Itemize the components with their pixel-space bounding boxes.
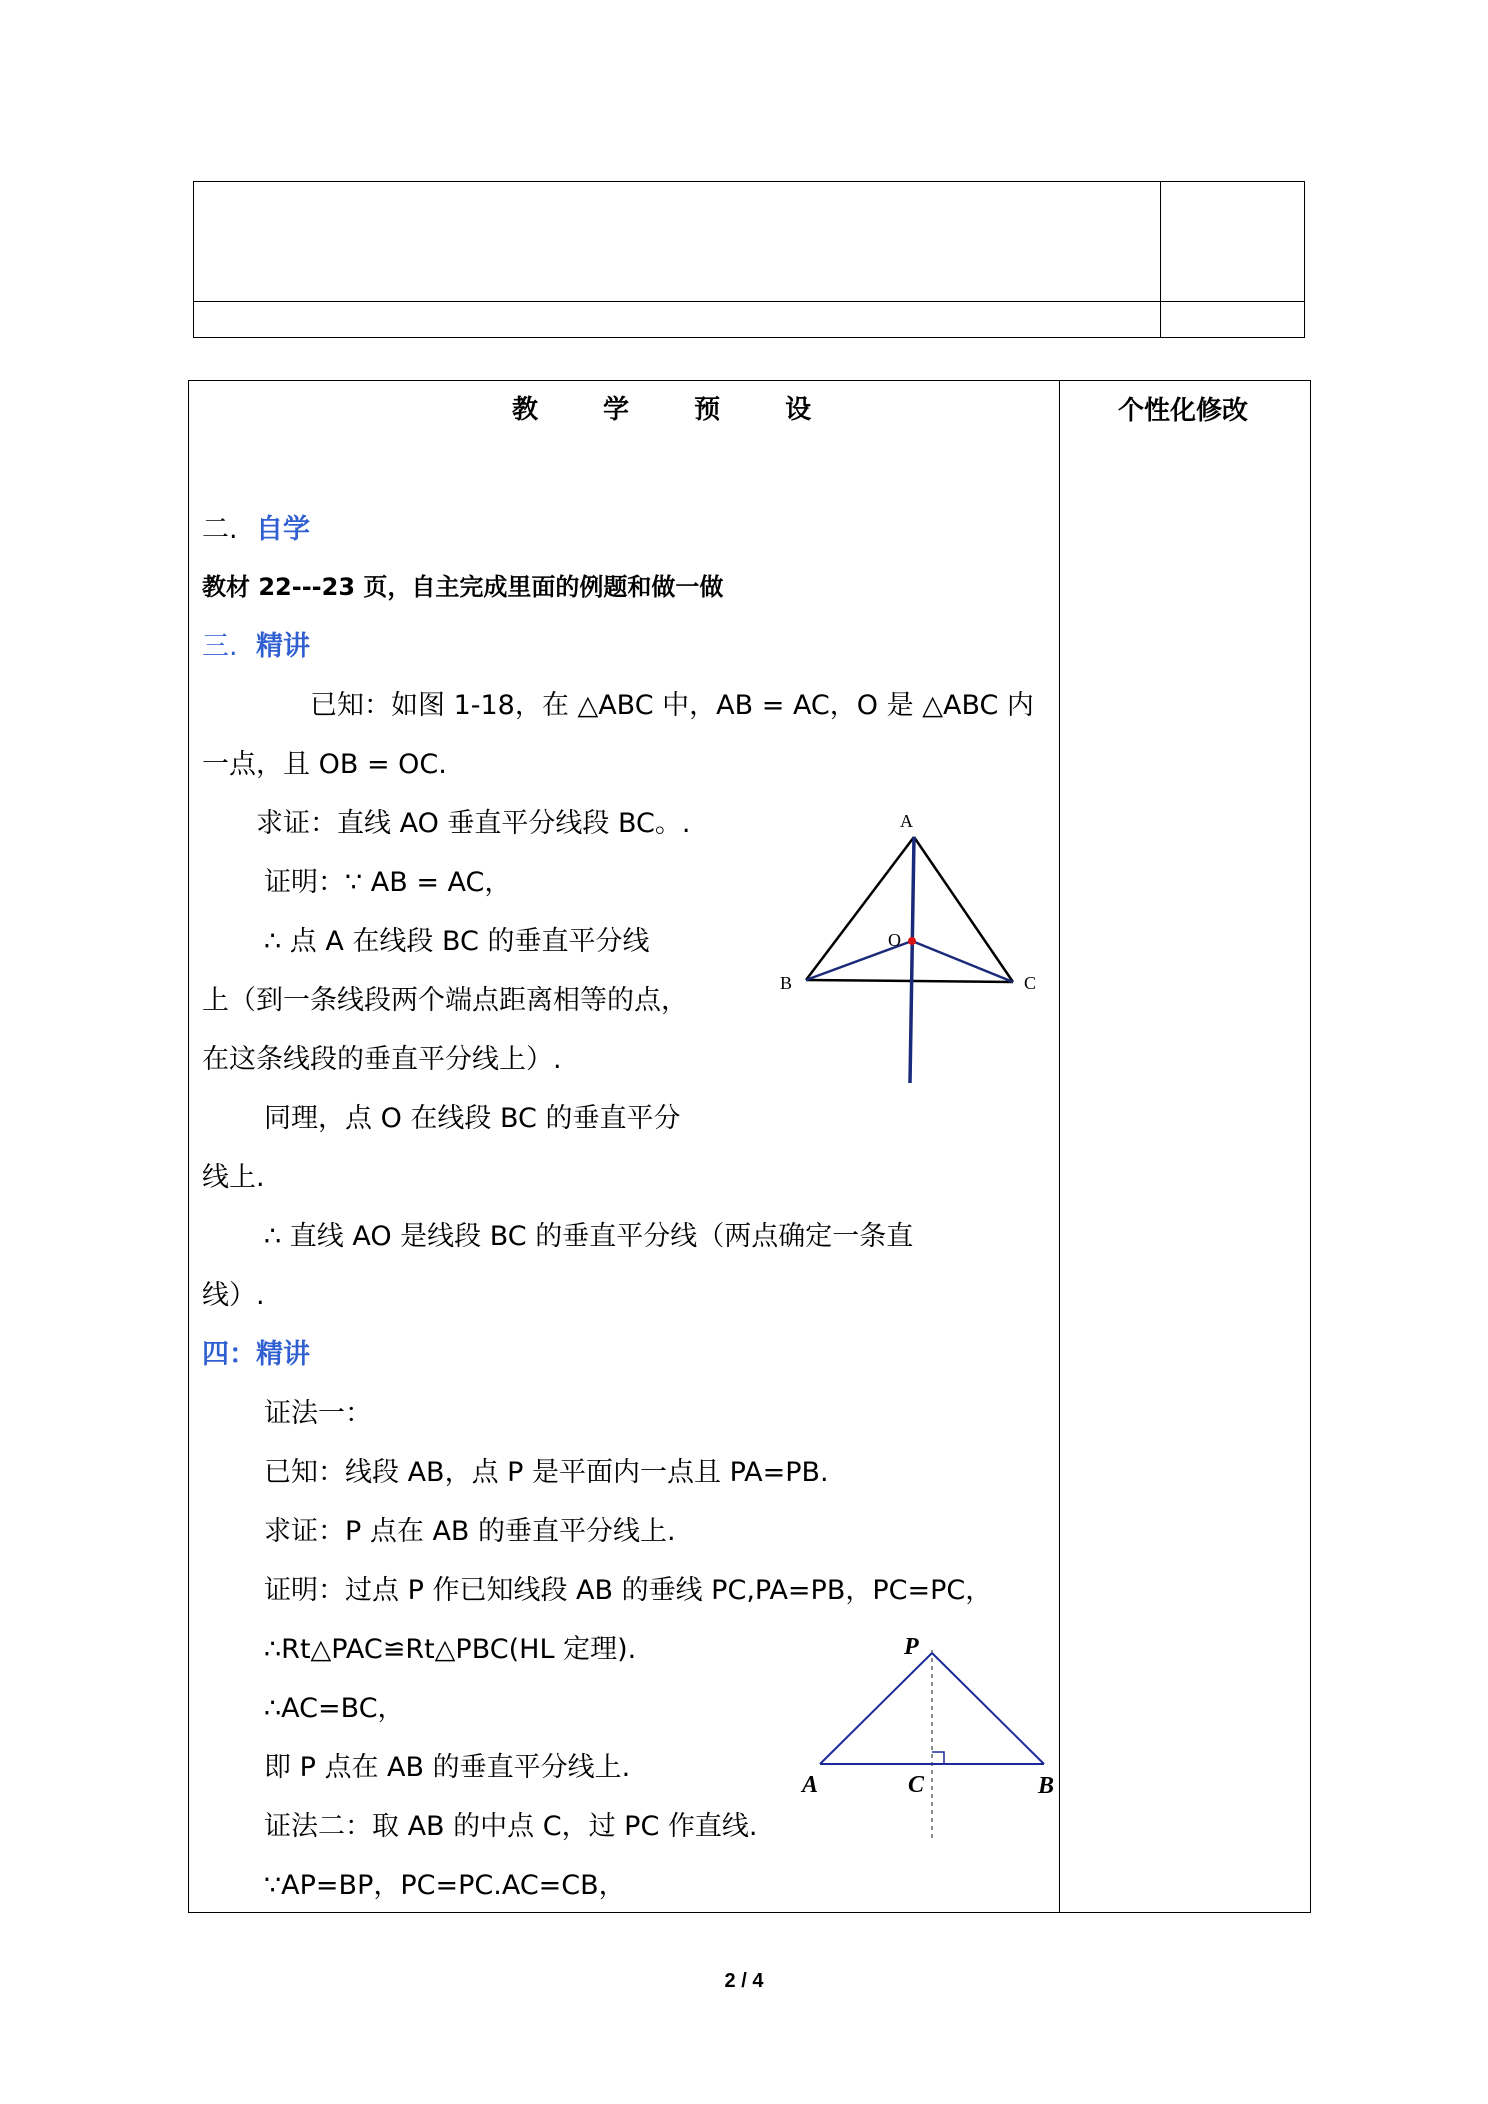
triangle-figure (770, 800, 1050, 1090)
table-divider (1160, 182, 1161, 337)
text-line: ∴Rt△PAC≌Rt△PBC(HL 定理). (264, 1634, 637, 1665)
top-table (193, 181, 1305, 338)
isosceles-figure (790, 1630, 1100, 1845)
text-line: ∴AC=BC， (264, 1693, 405, 1724)
label-o: O (888, 930, 901, 950)
text-line: ∴ 点 A 在线段 BC 的垂直平分线 (264, 926, 650, 957)
label-a: A (802, 1772, 819, 1798)
main-table (188, 380, 1311, 1913)
text-line: 线上. (202, 1162, 265, 1193)
column-header-main: 教 学 预 设 (512, 395, 840, 425)
section-number: 二. (202, 514, 238, 545)
text-line: 一点，且 OB = OC. (202, 749, 447, 780)
triangle-side (914, 837, 1013, 982)
section-title: 自学 (256, 514, 310, 545)
label-a: A (900, 811, 913, 831)
section-title: 四：精讲 (202, 1339, 310, 1370)
page-number: 2 / 4 (724, 1970, 764, 1992)
text-line: 证明：过点 P 作已知线段 AB 的垂线 PC,PA=PB，PC=PC， (264, 1575, 993, 1606)
text-line: 已知：线段 AB，点 P 是平面内一点且 PA=PB. (264, 1457, 829, 1488)
triangle-side (806, 980, 1013, 982)
label-b: B (1038, 1773, 1055, 1799)
text-line: ∵AP=BP，PC=PC.AC=CB， (264, 1870, 626, 1901)
section-title: 精讲 (256, 631, 310, 662)
text-line: ∴ 直线 AO 是线段 BC 的垂直平分线（两点确定一条直 (264, 1221, 914, 1252)
text-line: 证法一： (264, 1398, 372, 1429)
triangle-side (806, 837, 914, 980)
text-line: 求证：P 点在 AB 的垂直平分线上. (264, 1516, 676, 1547)
label-b: B (780, 973, 793, 993)
label-c: C (1024, 973, 1037, 993)
text-line: 求证：直线 AO 垂直平分线段 BC。. (256, 808, 691, 839)
table-divider (194, 301, 1304, 302)
label-c: C (908, 1772, 925, 1798)
right-angle-mark (932, 1752, 944, 1764)
segment-pa (820, 1653, 932, 1764)
text-line: 同理，点 O 在线段 BC 的垂直平分 (264, 1103, 681, 1134)
text-line: 线）. (202, 1280, 265, 1311)
segment-pb (932, 1653, 1044, 1764)
text-line: 证法二：取 AB 的中点 C，过 PC 作直线. (264, 1811, 758, 1842)
text-line: 在这条线段的垂直平分线上）. (202, 1044, 562, 1075)
perpendicular-bisector (910, 837, 914, 1083)
text-line: 上（到一条线段两个端点距离相等的点， (202, 985, 688, 1016)
label-p: P (904, 1634, 919, 1660)
column-header-side: 个性化修改 (1118, 396, 1249, 426)
text-line: 已知：如图 1-18，在 △ABC 中，AB = AC，O 是 △ABC 内 (310, 690, 1034, 721)
text-line: 证明：∵ AB = AC， (264, 867, 512, 898)
text-line: 即 P 点在 AB 的垂直平分线上. (264, 1752, 631, 1783)
point-o (908, 937, 916, 945)
section-line: 教材 22---23 页，自主完成里面的例题和做一做 (202, 573, 724, 601)
section-number: 三. (202, 631, 238, 662)
